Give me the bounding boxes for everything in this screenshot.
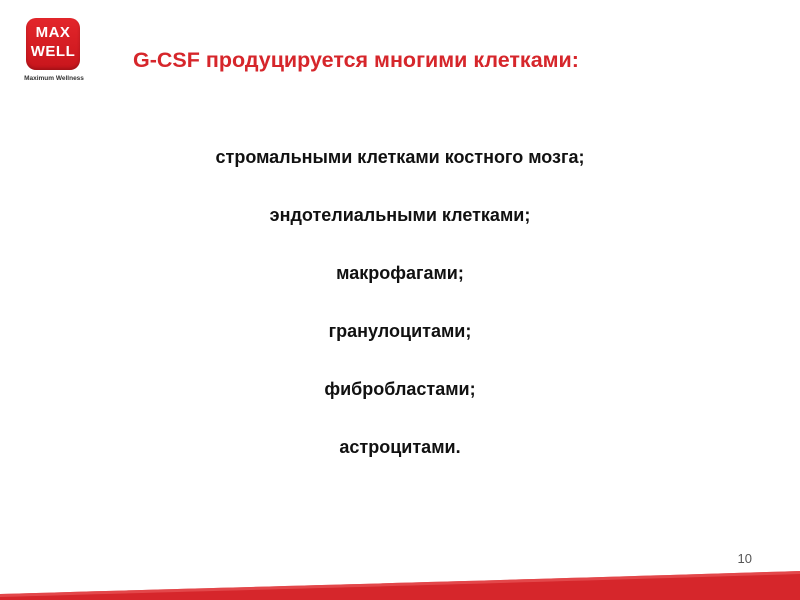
cell-list bbox=[0, 143, 800, 491]
bottom-swoosh-bar bbox=[0, 568, 800, 600]
page-number: 10 bbox=[737, 551, 752, 566]
list-item: макрофагами; bbox=[336, 263, 464, 283]
logo-text-max: MAX bbox=[35, 24, 71, 41]
maxwell-logo bbox=[23, 18, 85, 90]
list-item: эндотелиальными клетками; bbox=[269, 205, 531, 225]
logo-text-well: WELL bbox=[30, 43, 76, 60]
list-item: гранулоцитами; bbox=[328, 321, 472, 341]
slide-title: G-CSF продуцируется многими клетками: bbox=[133, 48, 579, 72]
logo-badge bbox=[26, 18, 80, 70]
logo-tagline: Maximum Wellness bbox=[24, 75, 84, 82]
list-item: астроцитами. bbox=[339, 437, 461, 457]
list-item: стромальными клетками костного мозга; bbox=[215, 147, 585, 167]
list-item: фибробластами; bbox=[324, 379, 476, 399]
